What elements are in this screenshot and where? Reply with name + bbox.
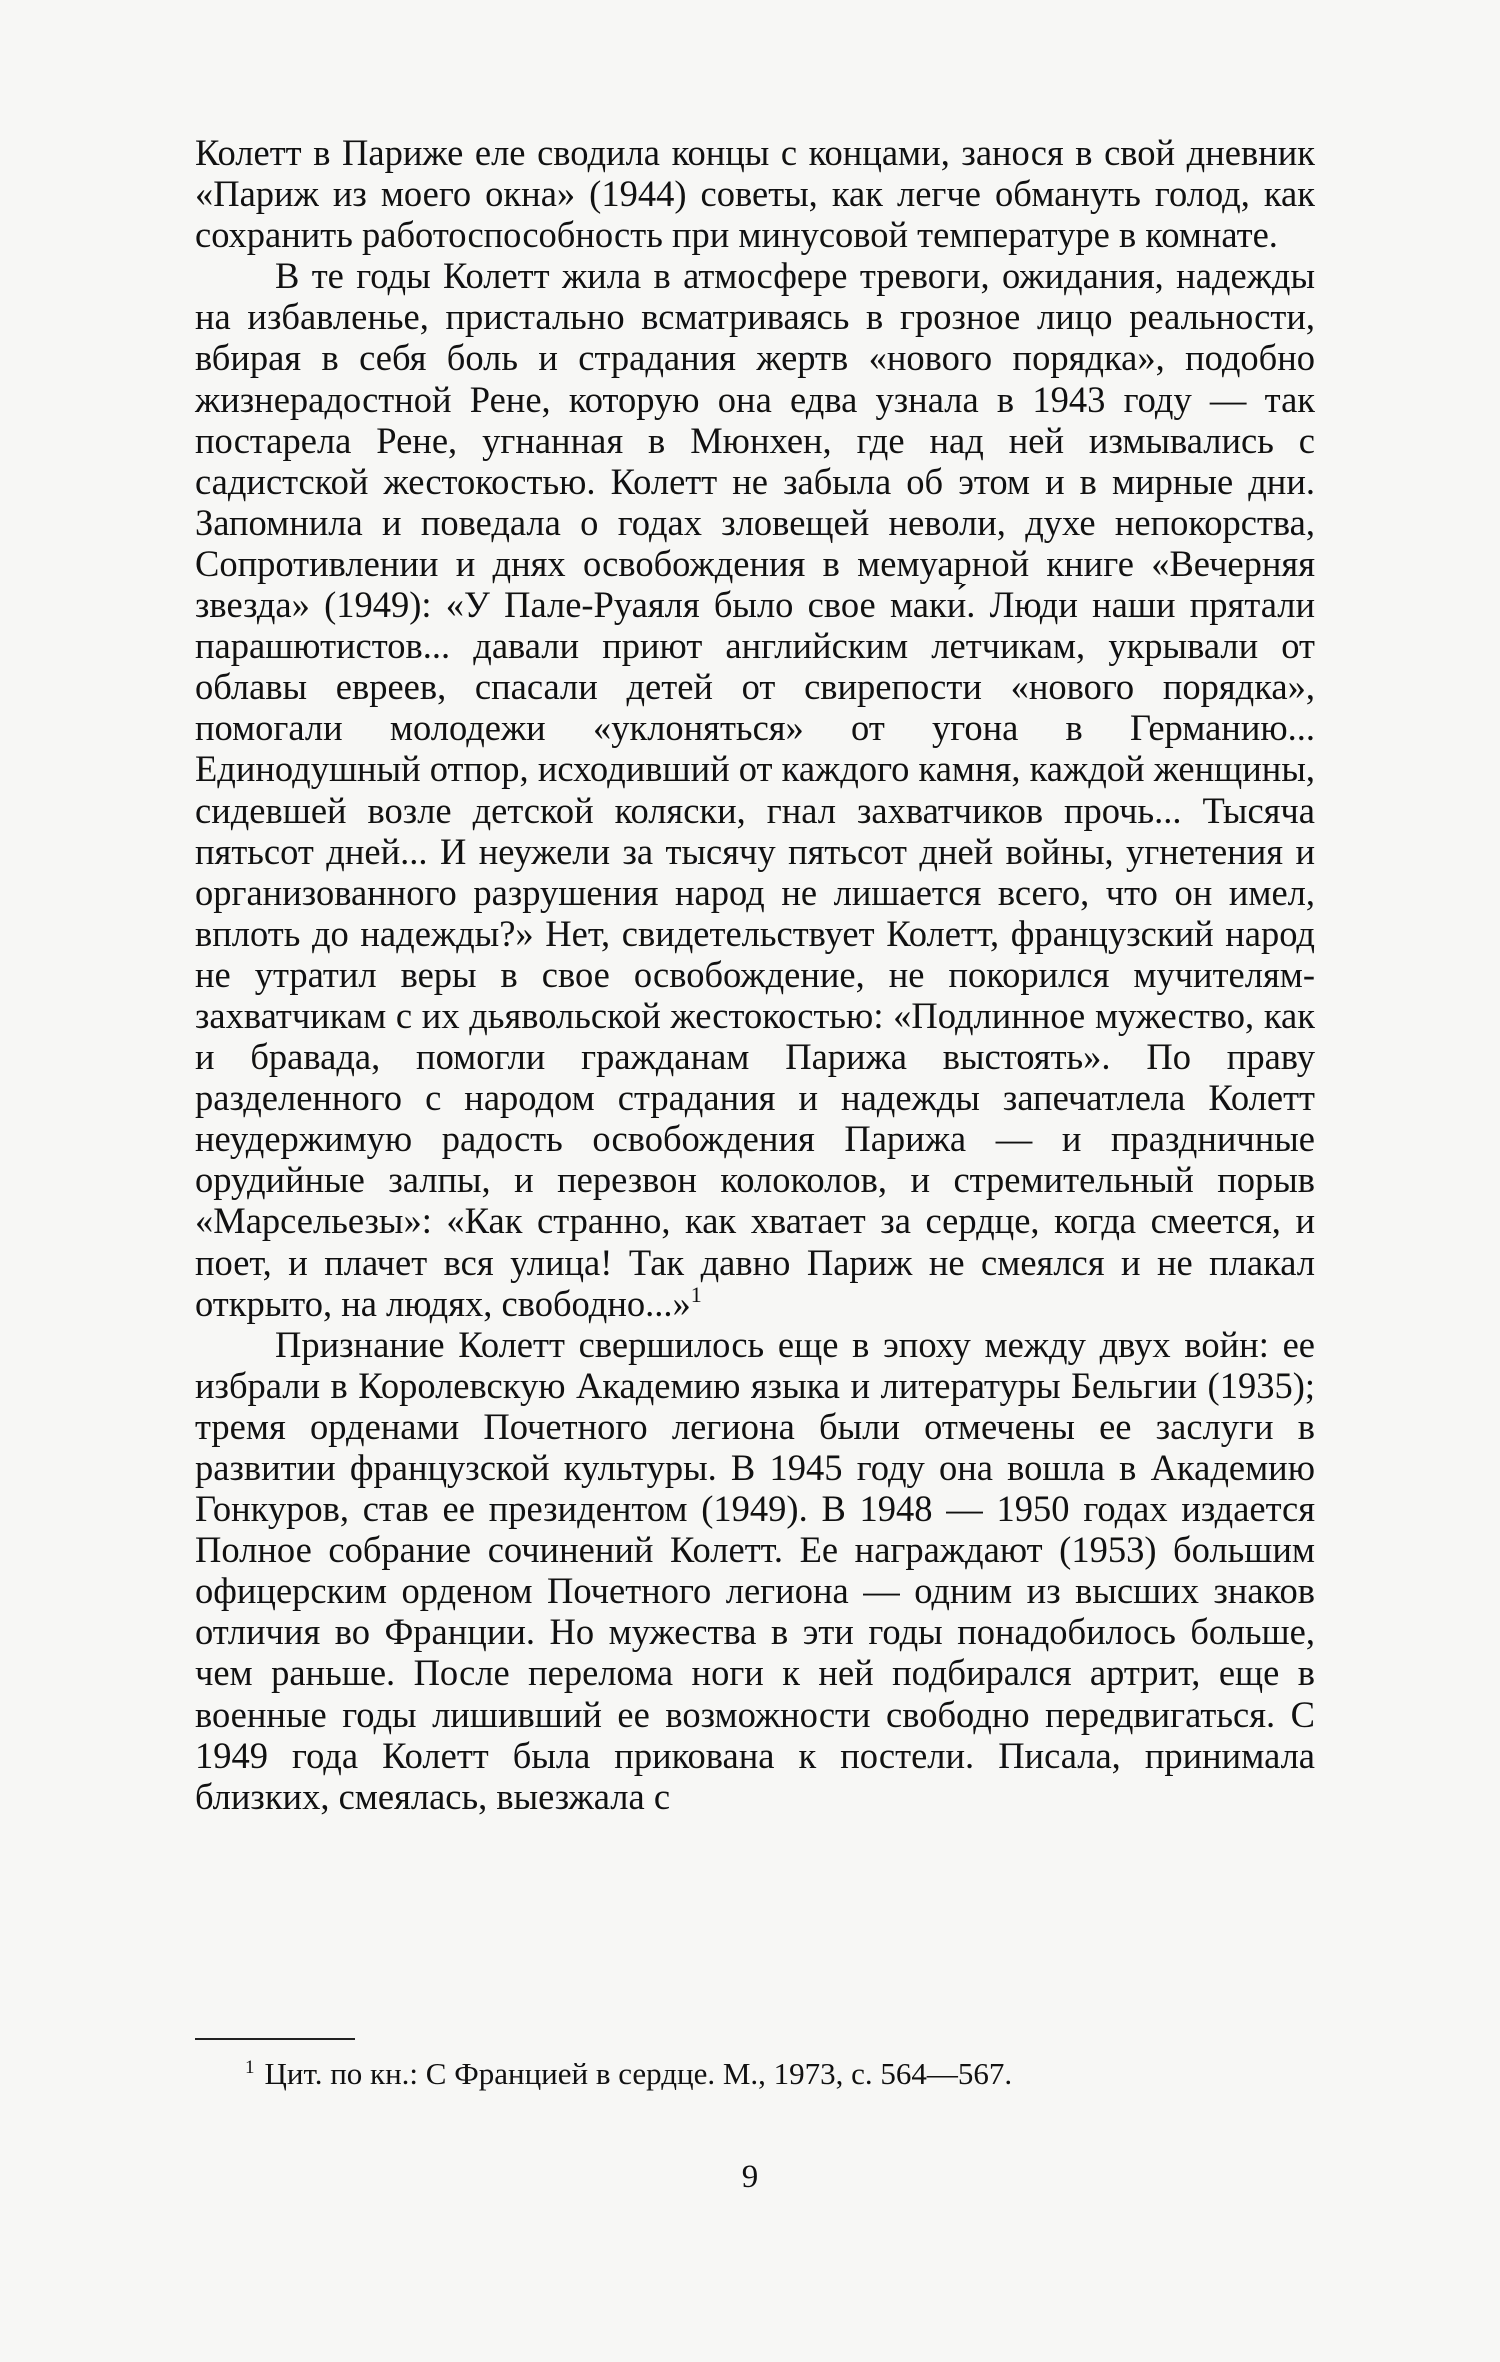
footnote-reference: 1 [690,1281,702,1307]
paragraph-2 [195,255,1315,1323]
paragraph-3: Признание Колетт свершилось еще в эпоху между двух войн: ее избрали в Королевскую Академию языка и литературы Бельгии (1935); тремя орденами Почетного легиона были отмечены ее заслуги в развитии французской культуры. В 1945 году она вошла в Академию Гонкуров, став ее президентом (1949). В 1948 — 1950 годах издается Полное собрание сочинений Колетт. Ее награждают (1953) большим офицерским орденом Почетного легиона — одним из высших знаков отличия во Франции. Но мужества в эти годы понадобилось больше, чем раньше. После перелома ноги к ней подбирался артрит, еще в военные годы лишивший ее возможности свободно передвигаться. С 1949 года Колетт была прикована к постели. Писала, принимала близких, смеялась, выезжала с [195,1323,1315,1817]
page-number: 9 [741,2159,759,2195]
body-text [195,132,1315,1817]
footnote-text: Цит. по кн.: С Францией в сердце. М., 1973, с. 564—567. [264,2056,1013,2091]
paragraph-1: Колетт в Париже еле сводила концы с концами, занося в свой дневник «Париж из моего окна» (1944) советы, как легче обмануть голод, как сохранить работоспособность при минусовой температуре в комнате. [195,132,1315,256]
paragraph-2-text: В те годы Колетт жила в атмосфере тревоги, ожидания, надежды на избавленье, пристально всматриваясь в грозное лицо реальности, вбирая в себя боль и страдания жертв «нового порядка», подобно жизнерадостной Рене, которую она едва узнала в 1943 году — так постарела Рене, угнанная в Мюнхен, где над ней измывались с садистской жестокостью. Колетт не забыла об этом и в мирные дни. Запомнила и поведала о годах зловещей неволи, духе непокорства, Сопротивлении и днях освобождения в мемуарной книге «Вечерняя звезда» (1949): «У Пале-Руаяля было свое маки́. Люди наши прятали парашютистов... давали приют английским летчикам, укрывали от облавы евреев, спасали детей от свирепости «нового порядка», помогали молодежи «уклоняться» от угона в Германию... Единодушный отпор, исходивший от каждого камня, каждой женщины, сидевшей возле детской коляски, гнал захватчиков прочь... Тысяча пятьсот дней... И неужели за тысячу пятьсот дней войны, угнетения и организованного разрушения народ не лишается всего, что он имел, вплоть до надежды?» Нет, свидетельствует Колетт, французский народ не утратил веры в свое освобождение, не покорился мучителям-захватчикам с их дьявольской жестокостью: «Подлинное мужество, как и бравада, помогли гражданам Парижа выстоять». По праву разделенного с народом страдания и надежды запечатлела Колетт неудержимую радость освобождения Парижа — и праздничные орудийные залпы, и перезвон колоколов, и стремительный порыв «Марсельезы»: «Как странно, как хватает за сердце, когда смеется, и поет, и плачет вся улица! Так давно Париж не смеялся и не плакал открыто, на людях, свободно...» [195,255,1315,1324]
footnote [245,2055,1315,2093]
footnote-number: 1 [245,2057,255,2078]
footnote-divider [195,2038,355,2040]
